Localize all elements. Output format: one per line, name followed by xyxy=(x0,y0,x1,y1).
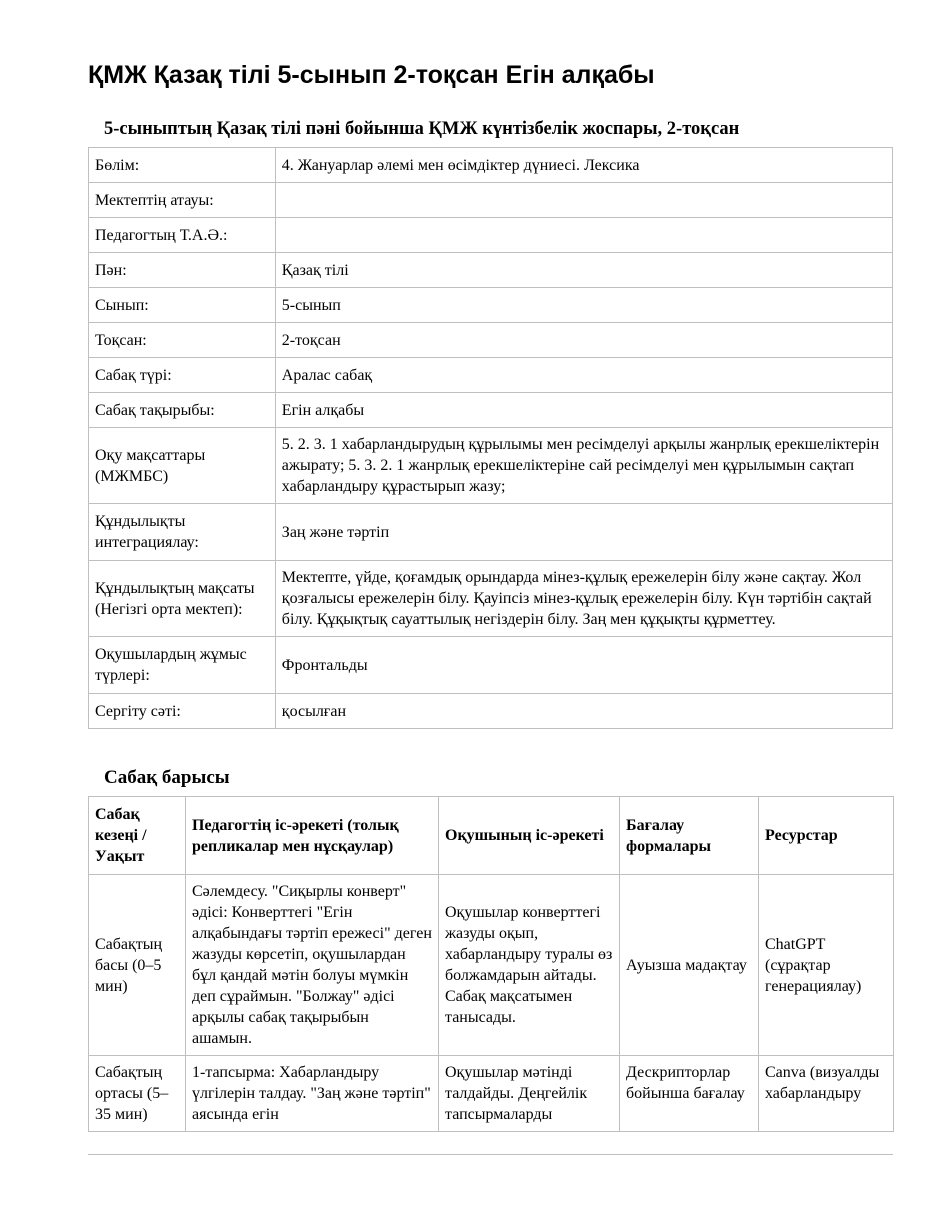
info-value: Егін алқабы xyxy=(275,393,892,428)
info-label: Пән: xyxy=(89,253,276,288)
header-resources: Ресурстар xyxy=(759,797,894,875)
info-value: 5-сынып xyxy=(275,288,892,323)
resources-cell: ChatGPT (сұрақтар генерациялау) xyxy=(759,875,894,1056)
teacher-cell: Сәлемдесу. "Сиқырлы конверт" әдісі: Конверттегі "Егін алқабындағы тәртіп ережесі" деген жазуды көрсетіп, оқушылардан бұл қандай мәтін болуы мүмкін деп сұраймын. "Болжау" әдісі арқылы сабақ тақырыбын ашамын. xyxy=(186,875,439,1056)
resources-cell: Canva (визуалды хабарландыру xyxy=(759,1056,894,1132)
lesson-header-row xyxy=(89,797,894,875)
info-value: 2-тоқсан xyxy=(275,323,892,358)
lesson-section-title: Сабақ барысы xyxy=(104,767,230,788)
info-label: Құндылықтың мақсаты (Негізгі орта мектеп): xyxy=(89,561,276,637)
info-value: Мектепте, үйде, қоғамдық орындарда мінез-құлық ережелерін білу және сақтау. Жол қозғалысы ережелерін білу. Қауіпсіз мінез-құлық ережелерін білу. Күн тәртібін сақтай білу. Құқықтық сауаттылық негіздерін білу. Заң мен құқықты құрметтеу. xyxy=(275,561,892,637)
lesson-row-middle xyxy=(89,1056,894,1132)
teacher-cell: 1-тапсырма: Хабарландыру үлгілерін талдау. "Заң және тәртіп" аясында егін xyxy=(186,1056,439,1132)
info-label: Тоқсан: xyxy=(89,323,276,358)
info-label: Педагогтың Т.А.Ә.: xyxy=(89,218,276,253)
stage-cell: Сабақтың ортасы (5–35 мин) xyxy=(89,1056,186,1132)
stage-cell: Сабақтың басы (0–5 мин) xyxy=(89,875,186,1056)
info-value: Қазақ тілі xyxy=(275,253,892,288)
info-label: Бөлім: xyxy=(89,148,276,183)
info-label: Оқу мақсаттары (МЖМБС) xyxy=(89,428,276,504)
info-label: Мектептің атауы: xyxy=(89,183,276,218)
header-stage: Сабақ кезеңі / Уақыт xyxy=(89,797,186,875)
info-value: Фронтальды xyxy=(275,637,892,694)
info-label: Сабақ тақырыбы: xyxy=(89,393,276,428)
page-cut-border xyxy=(88,1154,893,1155)
student-cell: Оқушылар мәтінді талдайды. Деңгейлік тапсырмаларды xyxy=(439,1056,620,1132)
page-title: ҚМЖ Қазақ тілі 5-сынып 2-тоқсан Егін алқабы xyxy=(88,61,655,89)
info-label: Сынып: xyxy=(89,288,276,323)
info-value: Аралас сабақ xyxy=(275,358,892,393)
info-value: 4. Жануарлар әлемі мен өсімдіктер дүниесі. Лексика xyxy=(275,148,892,183)
info-label: Құндылықты интеграциялау: xyxy=(89,504,276,561)
assessment-cell: Дескрипторлар бойынша бағалау xyxy=(620,1056,759,1132)
info-value: 5. 2. 3. 1 хабарландырудың құрылымы мен ресімделуі арқылы жанрлық ерекшеліктерін ажырату; 5. 3. 2. 1 жанрлық ерекшеліктеріне сай ресімделуі мен құрылымын сақтап хабарландыру құрастырып жазу; xyxy=(275,428,892,504)
info-label: Сабақ түрі: xyxy=(89,358,276,393)
lesson-flow-table xyxy=(88,796,894,1132)
info-value: қосылған xyxy=(275,694,892,729)
header-student: Оқушының іс-әрекеті xyxy=(439,797,620,875)
plan-title: 5-сыныптың Қазақ тілі пәні бойынша ҚМЖ күнтізбелік жоспары, 2-тоқсан xyxy=(104,119,740,139)
header-teacher: Педагогтің іс-әрекеті (толық репликалар мен нұсқаулар) xyxy=(186,797,439,875)
info-value: Заң және тәртіп xyxy=(275,504,892,561)
header-assessment: Бағалау формалары xyxy=(620,797,759,875)
student-cell: Оқушылар конверттегі жазуды оқып, хабарландыру туралы өз болжамдарын айтады. Сабақ мақсатымен танысады. xyxy=(439,875,620,1056)
lesson-row-start xyxy=(89,875,894,1056)
assessment-cell: Ауызша мадақтау xyxy=(620,875,759,1056)
info-label: Оқушылардың жұмыс түрлері: xyxy=(89,637,276,694)
info-label: Сергіту сәті: xyxy=(89,694,276,729)
